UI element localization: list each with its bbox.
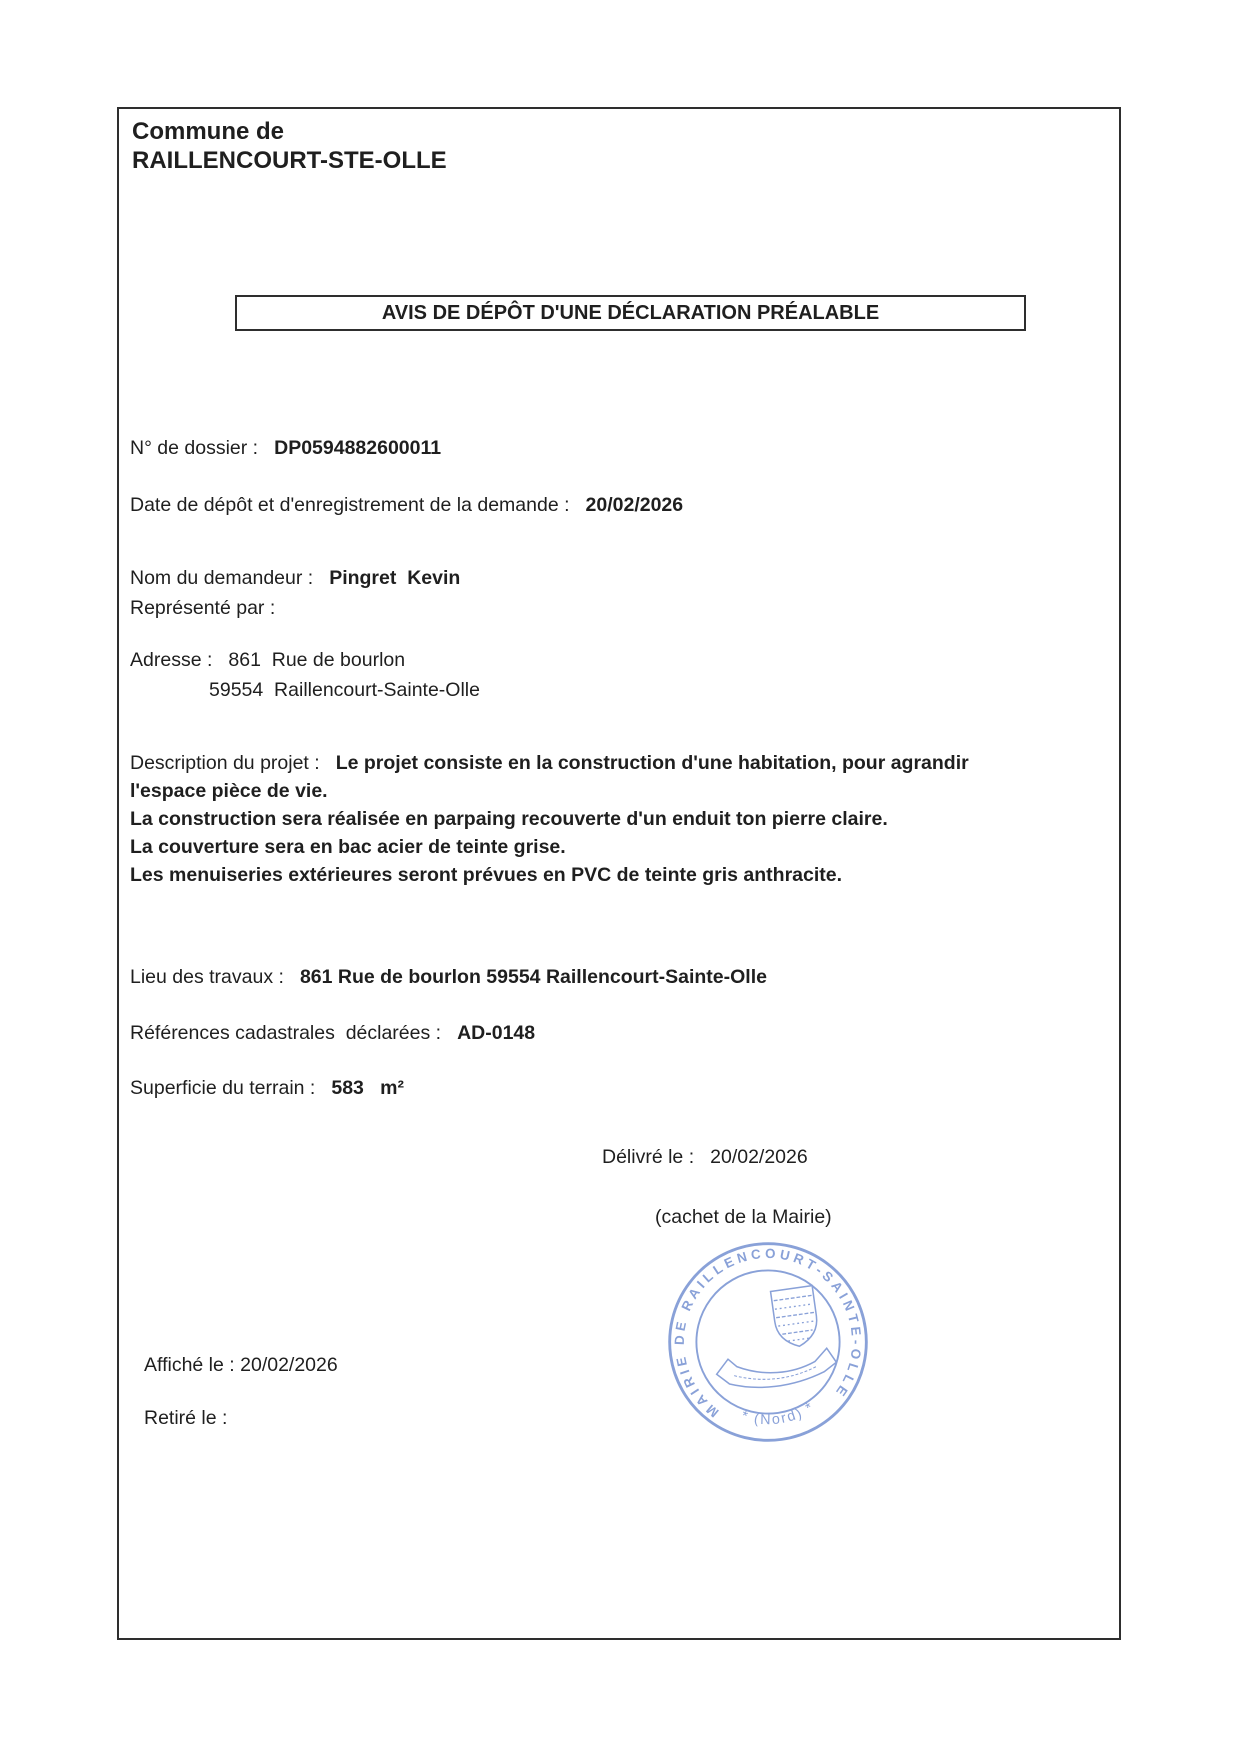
document-border: [117, 107, 1121, 1640]
lieu-label: Lieu des travaux :: [130, 966, 284, 988]
commune-header: [132, 117, 447, 175]
commune-line2: RAILLENCOURT-STE-OLLE: [132, 147, 447, 174]
affiche-label: Affiché le :: [144, 1354, 235, 1376]
adresse-row: [130, 647, 1115, 703]
delivre-label: Délivré le :: [602, 1146, 695, 1168]
description-line-0: Le projet consiste en la construction d'une habitation, pour agrandir: [335, 752, 969, 774]
lieu-row: [130, 964, 1115, 990]
description-line-1: l'espace pièce de vie.: [130, 780, 328, 802]
affiche-row: [144, 1352, 1129, 1378]
retire-label: Retiré le :: [144, 1407, 228, 1429]
represente-label: Représenté par :: [130, 597, 276, 619]
references-value: AD-0148: [457, 1022, 536, 1044]
title-box: [235, 295, 1026, 331]
affiche-value: 20/02/2026: [240, 1354, 338, 1376]
represente-row: [130, 595, 1115, 621]
dossier-label: N° de dossier :: [130, 437, 259, 459]
dossier-value: DP0594882600011: [274, 437, 442, 459]
adresse-label: Adresse :: [130, 649, 213, 671]
description-line-2: La construction sera réalisée en parpaing recouverte d'un enduit ton pierre claire.: [130, 808, 888, 830]
document-title: AVIS DE DÉPÔT D'UNE DÉCLARATION PRÉALABLE: [381, 301, 880, 324]
commune-line1: Commune de: [132, 118, 285, 145]
svg-text:MAIRIE DE RAILLENCOURT-SAINTE-: [659, 1233, 873, 1424]
demandeur-row: [130, 565, 1115, 591]
lieu-value: 861 Rue de bourlon 59554 Raillencourt-Sainte-Olle: [299, 966, 767, 988]
description-label: Description du projet :: [130, 752, 320, 774]
description-line-3: La couverture sera en bac acier de teinte grise.: [130, 836, 566, 858]
superficie-value: 583 m²: [331, 1077, 404, 1099]
delivre-row: [602, 1144, 1102, 1170]
description-line-4: Les menuiseries extérieures seront prévues en PVC de teinte gris anthracite.: [130, 864, 843, 886]
dossier-row: [130, 435, 1115, 461]
references-label: Références cadastrales déclarées :: [130, 1022, 442, 1044]
cachet-note: (cachet de la Mairie): [655, 1206, 832, 1228]
stamp-shield-icon: [771, 1286, 821, 1350]
date-depot-label: Date de dépôt et d'enregistrement de la demande :: [130, 494, 570, 516]
adresse-line1: 861 Rue de bourlon: [228, 649, 406, 671]
retire-row: [144, 1405, 1129, 1431]
stamp-inner-ring: [687, 1261, 849, 1423]
demandeur-value: Pingret Kevin: [329, 567, 461, 589]
superficie-label: Superficie du terrain :: [130, 1077, 316, 1099]
date-depot-row: [130, 492, 1115, 518]
description-block: [130, 749, 1115, 889]
references-row: [130, 1020, 1115, 1046]
adresse-line2: 59554 Raillencourt-Sainte-Olle: [209, 679, 480, 701]
stamp-bottom-text: * (Nord) *: [739, 1398, 818, 1429]
delivre-value: 20/02/2026: [710, 1146, 808, 1168]
date-depot-value: 20/02/2026: [585, 494, 684, 516]
superficie-row: [130, 1075, 1115, 1101]
stamp-ring-text: MAIRIE DE RAILLENCOURT-SAINTE-OLLE: [671, 1245, 865, 1421]
demandeur-label: Nom du demandeur :: [130, 567, 314, 589]
